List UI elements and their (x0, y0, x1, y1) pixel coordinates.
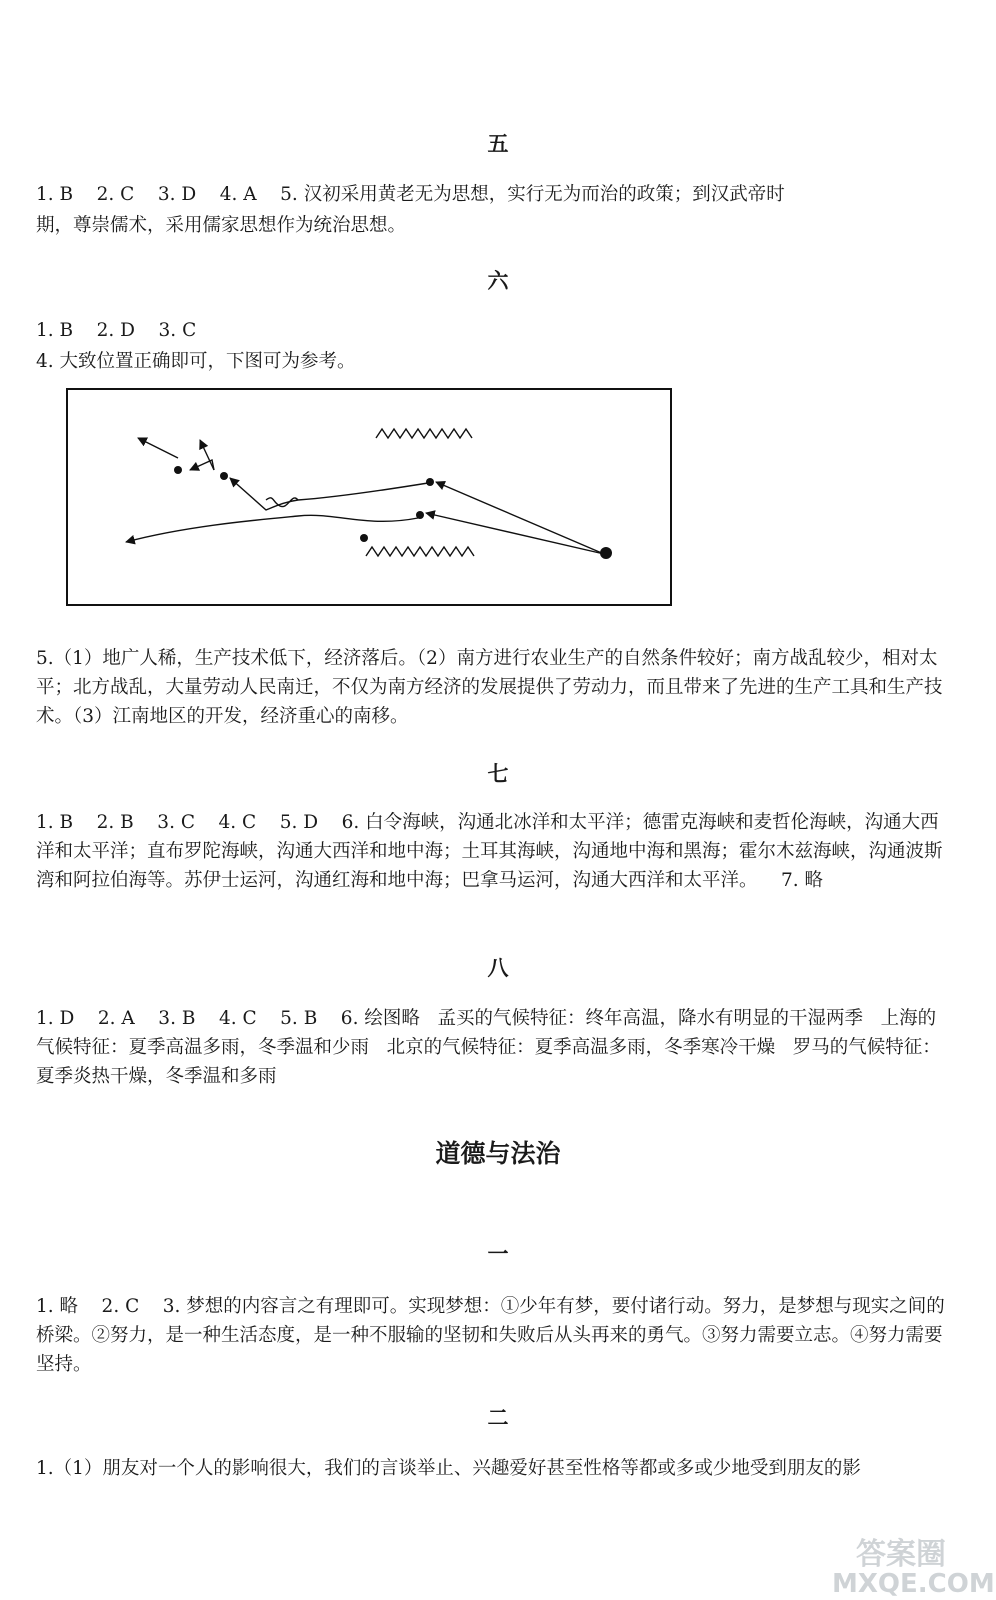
route-kangju-yanqi (138, 438, 178, 458)
dayuan-dot (220, 472, 228, 480)
moral-section-1-body: 1. 略 2. C 3. 梦想的内容言之有理即可。实现梦想：①少年有梦，要付诸行动。努力，是梦想与现实之间的桥梁。②努力，是一种生活态度，是一种不服输的坚韧和失败后从头再来的勇气。③努力需要立志。④努力需要坚持。 (36, 1296, 945, 1375)
map-frame (67, 389, 671, 605)
section-5-line-1: 1. B 2. C 3. D 4. A 5. 汉初采用黄老无为思想，实行无为而治的政策；到汉武帝时 (36, 184, 785, 205)
section-6-q5: 5.（1）地广人稀，生产技术低下，经济落后。（2）南方进行农业生产的自然条件较好；南方战乱较少，相对太平；北方战乱，大量劳动人民南迁，不仅为南方经济的发展提供了劳动力，而且带来了先进的生产工具和生产技术。（3）江南地区的开发，经济重心的南移。 (36, 648, 943, 727)
section-6-line-2: 4. 大致位置正确即可，下图可为参考。 (36, 351, 356, 372)
route-south (126, 515, 418, 542)
nanshan-dot (360, 534, 368, 542)
section-5-line-2: 期，尊崇儒术，采用儒家思想作为统治思想。 (36, 215, 407, 236)
mountain-south-icon (366, 547, 474, 556)
svg-text:答案圈: 答案圈 (856, 1537, 946, 1572)
section-5-heading: 五 (487, 131, 509, 156)
mountain-north-icon (376, 429, 472, 438)
route-changan-yumenguan (436, 482, 604, 554)
section-7-body: 1. B 2. B 3. C 4. C 5. D 6. 白令海峡，沟通北冰洋和太平洋；德雷克海峡和麦哲伦海峡，沟通大西洋和太平洋；直布罗陀海峡，沟通大西洋和地中海；土耳其海峡，沟通地中海和黑海；霍尔木兹海峡，沟通波斯湾和阿拉伯海等。苏伊士运河，沟通红海和地中海；巴拿马运河，沟通大西洋和太平洋。 7. 略 (36, 812, 943, 891)
silk-road-map (66, 388, 672, 606)
changan-dot (600, 547, 612, 559)
yumenguan-dot (426, 478, 434, 486)
subject-title: 道德与法治 (435, 1139, 561, 1168)
moral-section-1-heading: 一 (487, 1241, 509, 1266)
moral-section-2-heading: 二 (487, 1405, 509, 1430)
yancai-dot (174, 466, 182, 474)
yangguan-dot (416, 511, 424, 519)
section-6-line-1: 1. B 2. D 3. C (36, 320, 197, 341)
section-8-body: 1. D 2. A 3. B 4. C 5. B 6. 绘图略 孟买的气候特征：终年高温，降水有明显的干湿两季 上海的气候特征：夏季高温多雨，冬季温和少雨 北京的气候特征：夏季高温多雨，冬季寒冷干燥 罗马的气候特征：夏季炎热干燥，冬季温和多雨 (36, 1008, 941, 1087)
route-changan-yangguan (426, 513, 604, 554)
route-dayuan-kangju (200, 440, 214, 470)
section-6-heading: 六 (487, 268, 509, 293)
section-7-heading: 七 (487, 761, 509, 786)
route-north (230, 478, 428, 510)
section-8-heading: 八 (487, 955, 509, 980)
svg-text:MXQE.COM: MXQE.COM (832, 1569, 995, 1599)
route-cong-wiggle (266, 498, 298, 507)
moral-section-2-line-1: 1.（1）朋友对一个人的影响很大，我们的言谈举止、兴趣爱好甚至性格等都或多或少地受到朋友的影 (36, 1458, 861, 1479)
watermark-logo (796, 1530, 996, 1600)
